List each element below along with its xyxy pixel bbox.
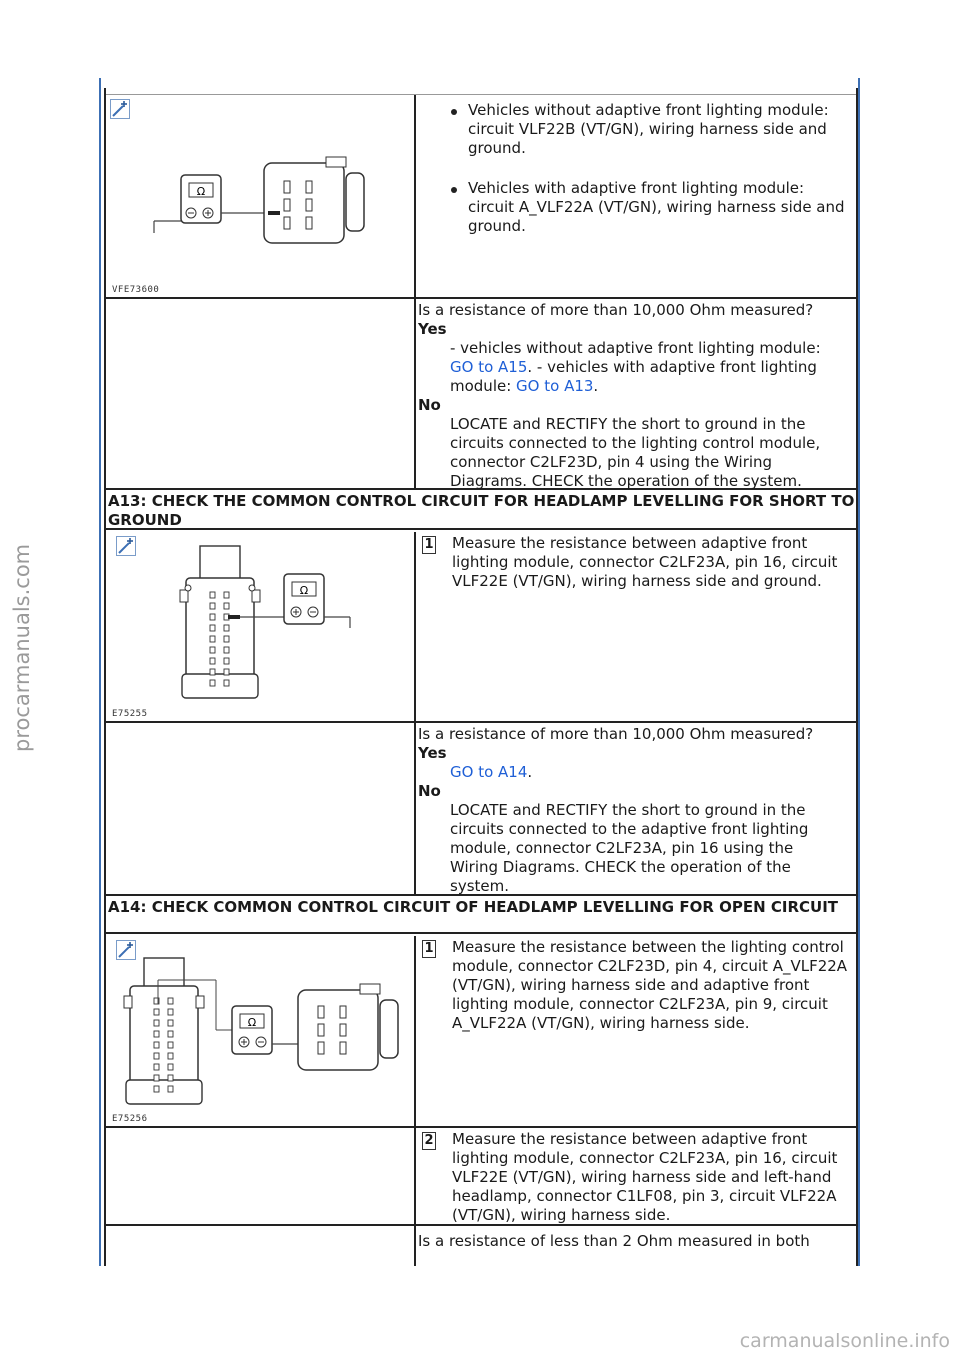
watermark-carmanualsonline: carmanualsonline.info xyxy=(739,1330,950,1352)
section-header-a13 xyxy=(106,490,856,530)
step-2 xyxy=(416,1130,856,1225)
go-to-a13-link[interactable]: GO to A13 xyxy=(516,377,594,395)
no-answer: LOCATE and RECTIFY the short to ground in the circuits connected to the adaptive front lighting module, connector C2LF23A, pin 16 using the Wiring Diagrams. CHECK the operation of the system. xyxy=(450,801,809,895)
step-1 xyxy=(416,938,856,1033)
step-1 xyxy=(416,534,856,591)
step-cell xyxy=(416,1128,856,1224)
empty-cell xyxy=(106,723,416,894)
figure-cell xyxy=(106,532,416,721)
bullet-list xyxy=(416,101,856,236)
step-text: Measure the resistance between adaptive front lighting module, connector C2LF23A, pin 16, circuit VLF22E (VT/GN), wiring harness side and left-hand headlamp, connector C1LF08, pin 3, circuit VLF22A (VT/GN), wiring harness side. xyxy=(452,1130,838,1224)
bullet-item: Vehicles with adaptive front lighting module: circuit A_VLF22A (VT/GN), wiring harness side and ground. xyxy=(468,179,856,236)
section-title: A13: CHECK THE COMMON CONTROL CIRCUIT FOR HEADLAMP LEVELLING FOR SHORT TO GROUND xyxy=(108,492,855,529)
empty-cell xyxy=(106,1226,416,1266)
question-cell xyxy=(416,298,856,488)
section-header-a14 xyxy=(106,896,856,934)
step-number: 1 xyxy=(422,536,436,554)
figure-label: E75255 xyxy=(112,709,148,719)
empty-cell xyxy=(106,298,416,488)
empty-cell xyxy=(106,1128,416,1224)
watermark-procarmanuals: procarmanuals.com xyxy=(10,543,34,752)
figure-cell xyxy=(106,95,416,297)
no-answer: LOCATE and RECTIFY the short to ground in the circuits connected to the lighting control module, connector C2LF23D, pin 4 using the Wiring Diagrams. CHECK the operation of the system. xyxy=(450,415,821,490)
zoom-icon[interactable] xyxy=(110,99,130,119)
row-a13-step1 xyxy=(106,532,856,723)
right-margin-rule xyxy=(858,78,860,1266)
left-margin-rule xyxy=(99,78,101,1266)
row-vfe73600 xyxy=(106,94,856,299)
question-cell xyxy=(416,1226,856,1266)
go-to-a15-link[interactable]: GO to A15 xyxy=(450,358,528,376)
two-connector-diagram xyxy=(120,954,410,1109)
diagnostic-table xyxy=(104,88,858,1266)
row-a14-step1 xyxy=(106,936,856,1128)
multimeter-connector-diagram xyxy=(146,151,386,251)
no-label: No xyxy=(418,782,441,800)
section-title: A14: CHECK COMMON CONTROL CIRCUIT OF HEADLAMP LEVELLING FOR OPEN CIRCUIT xyxy=(108,898,839,916)
no-label: No xyxy=(418,396,441,414)
figure-cell xyxy=(106,936,416,1126)
row-question-a12 xyxy=(106,298,856,490)
yes-label: Yes xyxy=(418,744,447,762)
step-text: Measure the resistance between the lighting control module, connector C2LF23D, pin 4, circuit A_VLF22A (VT/GN), wiring harness side and adaptive front lighting module, connector C2LF23A, pin 9, circuit A_VLF22A (VT/GN), wiring harness side. xyxy=(452,938,848,1032)
yes-answer: - vehicles without adaptive front lighting module: GO to A15. - vehicles with adaptive front lighting module: GO to A13. xyxy=(450,339,821,395)
bullet-cell xyxy=(416,95,856,297)
ohm-symbol: Ω xyxy=(247,1016,257,1029)
step-text: Measure the resistance between adaptive front lighting module, connector C2LF23A, pin 16, circuit VLF22E (VT/GN), wiring harness side and ground. xyxy=(452,534,838,590)
yes-label: Yes xyxy=(418,320,447,338)
row-question-a13 xyxy=(106,723,856,896)
ohm-symbol: Ω xyxy=(299,584,309,597)
question-text: Is a resistance of less than 2 Ohm measured in both xyxy=(418,1232,810,1250)
bullet-item: Vehicles without adaptive front lighting module: circuit VLF22B (VT/GN), wiring harness side and ground. xyxy=(468,101,856,158)
connector-c2lf23a-diagram xyxy=(172,542,362,702)
step-number: 2 xyxy=(422,1132,436,1150)
question-cell xyxy=(416,723,856,894)
figure-label: E75256 xyxy=(112,1114,148,1124)
step-cell xyxy=(416,936,856,1126)
row-a14-step2 xyxy=(106,1128,856,1226)
question-text: Is a resistance of more than 10,000 Ohm measured? xyxy=(418,301,814,319)
step-number: 1 xyxy=(422,940,436,958)
figure-label: VFE73600 xyxy=(112,285,160,295)
step-cell xyxy=(416,532,856,721)
go-to-a14-link[interactable]: GO to A14 xyxy=(450,763,528,781)
ohm-symbol: Ω xyxy=(196,185,206,198)
row-question-a14 xyxy=(106,1226,856,1266)
zoom-icon[interactable] xyxy=(116,536,136,556)
yes-answer: GO to A14. xyxy=(450,763,533,781)
question-text: Is a resistance of more than 10,000 Ohm measured? xyxy=(418,725,814,743)
